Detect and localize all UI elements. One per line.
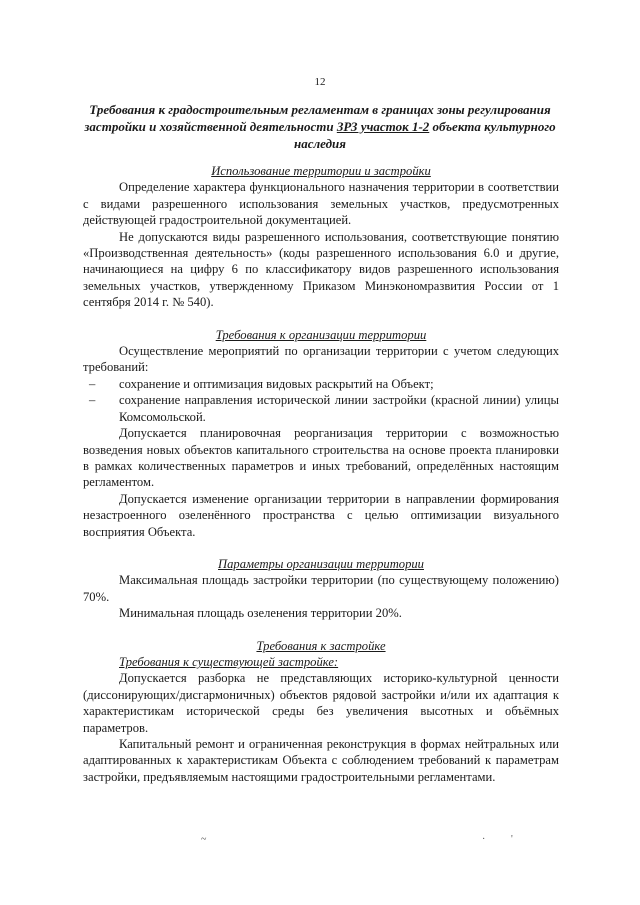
paragraph: Допускается изменение организации территории в направлении формирования незастроенного озеленённого пространства с целью оптимизации визуального восприятия Объекта. [83,491,559,539]
scan-mark: · [482,834,486,845]
list-item-text: сохранение направления исторической линии застройки (красной линии) улицы Комсомольской. [119,393,559,424]
document-body [83,163,559,785]
paragraph: Минимальная площадь озеленения территории 20%. [119,606,402,621]
heading-organization: Требования к организации территории [215,327,427,342]
paragraph: Капитальный ремонт и ограниченная реконструкция в формах нейтральных или адаптированных к характеристикам Объекта с соблюдением требований к параметрам застройки, предъявляемым настоящими градостроительными регламентами. [83,737,559,784]
dash-marker: – [89,393,96,408]
scan-mark: ~ [201,834,207,845]
list-item-text: сохранение и оптимизация видовых раскрытий на Объект; [119,376,434,391]
paragraph: Допускается разборка не представляющих историко-культурной ценности (диссонирующих/дисгармоничных) объектов рядовой застройки и/или их адаптация к характеристикам исторической среды без увеличения высотных и объёмных параметров. [83,671,559,735]
page-number: 12 [314,76,326,88]
heading-use: Использование территории и застройки [211,164,431,178]
list-item [83,392,559,425]
title-object: объекта культурного наследия [294,119,556,151]
document-title [75,101,565,152]
title-text: Требования к градостроительным регламентам в границах зоны регулирования застройки и хозяйственной деятельности [84,102,551,134]
paragraph: Определение характера функционального назначения территории в соответствии с видами разрешенного использования земельных участков, предусмотренных действующей градостроительной документацией. [83,180,559,228]
paragraph: Максимальная площадь застройки территории (по существующему положению) 70%. [83,573,559,604]
dash-marker: – [89,376,96,391]
subheading: Требования к существующей застройке: [119,654,339,669]
scan-mark: ' [511,834,513,845]
title-zone-code: ЗРЗ участок 1-2 [336,119,430,134]
paragraph: Допускается планировочная реорганизация территории с возможностью возведения новых объектов капитального строительства на основе проекта планировки в рамках количественных параметров и иных требований, определённых настоящим регламентом. [83,426,559,490]
heading-construction: Требования к застройке [256,638,386,653]
paragraph: Осуществление мероприятий по организации территории с учетом следующих требований: [83,344,559,375]
heading-parameters: Параметры организации территории [218,556,424,571]
paragraph: Не допускаются виды разрешенного использования, соответствующие понятию «Производственная деятельность» (коды разрешенного использования 6.0 и другие, начинающиеся на цифру 6 по классификатору видов разрешенного использования земельных участков, утвержденному Приказом Минэкономразвития России от 1 сентября 2014 г. № 540). [83,229,559,310]
list-item [83,376,559,392]
